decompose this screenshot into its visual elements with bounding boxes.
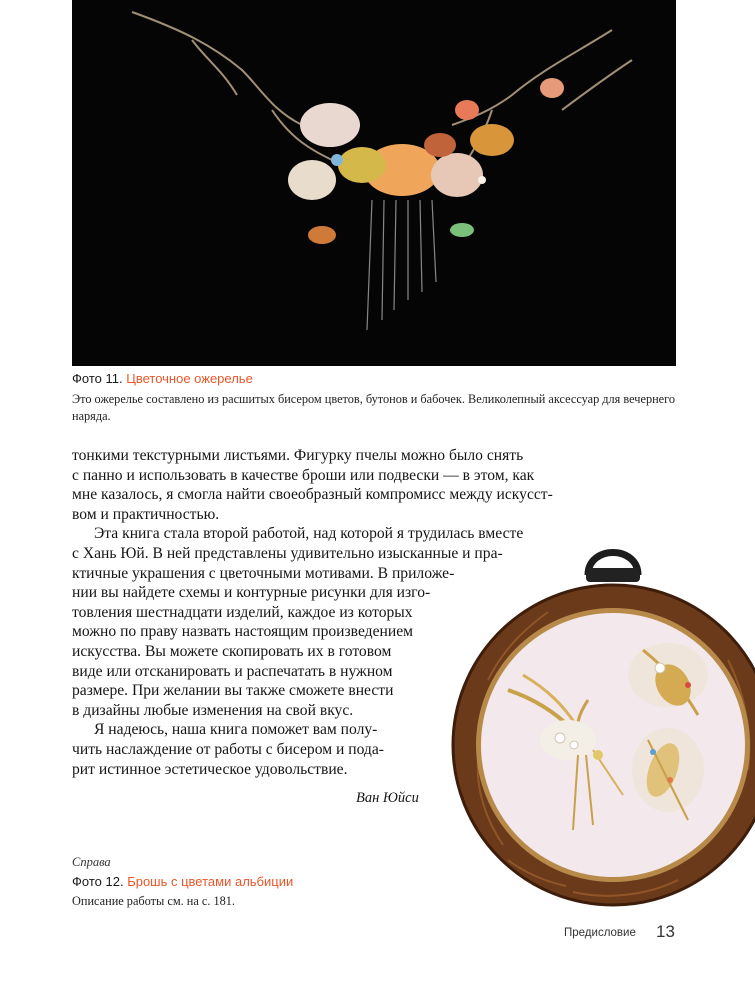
body-line: можно по праву назвать настоящим произведением (72, 623, 413, 641)
body-line: размере. При желании вы также сможете внести (72, 682, 394, 700)
necklace-photo (72, 0, 676, 366)
body-line: нии вы найдете схемы и контурные рисунки для изго- (72, 584, 431, 602)
body-line: с панно и использовать в качестве броши или подвески — в этом, как (72, 466, 535, 484)
body-line: искусства. Вы можете скопировать их в готовом (72, 642, 392, 660)
body-line: с Хань Юй. В ней представлены удивительно изысканные и пра- (72, 544, 503, 562)
body-line: виде или отсканировать и распечатать в нужном (72, 662, 393, 680)
body-line: вом и практичностью. (72, 505, 220, 523)
photo11-caption-title (72, 371, 253, 386)
body-line: ктичные украшения с цветочными мотивами. В приложе- (72, 564, 455, 582)
photo12-description: Описание работы см. на с. 181. (72, 894, 235, 908)
photo11-label: Фото 11. (72, 371, 123, 386)
author-signature: Ван Юйси (356, 790, 419, 806)
footer-section-name: Предисловие (564, 927, 636, 939)
photo12-position-label: Справа (72, 855, 111, 869)
photo12-label: Фото 12. (72, 874, 124, 889)
body-line: Я надеюсь, наша книга поможет вам полу- (94, 721, 378, 739)
photo11-description: Это ожерелье составлено из расшитых бисером цветов, бутонов и бабочек. Великолепный аксессуар для вечернего наряда. (72, 392, 676, 423)
body-line: тонкими текстурными листьями. Фигурку пчелы можно было снять (72, 447, 524, 464)
photo11-title: Цветочное ожерелье (126, 371, 253, 386)
body-line: в дизайны любые изменения на свой вкус. (72, 701, 354, 719)
body-line: Эта книга стала второй работой, над которой я трудилась вместе (94, 525, 524, 543)
brooch-hoop-photo (448, 540, 755, 910)
page-number: 13 (656, 922, 675, 941)
body-line: чить наслаждение от работы с бисером и пода- (72, 740, 384, 758)
body-line: рит истинное эстетическое удовольствие. (72, 760, 348, 778)
photo12-caption-title (72, 874, 293, 889)
body-line: товления шестнадцати изделий, каждое из которых (72, 603, 413, 621)
body-line: мне казалось, я смогла найти своеобразный компромисс между искусст- (72, 486, 553, 504)
photo12-title: Брошь с цветами альбиции (127, 874, 294, 889)
